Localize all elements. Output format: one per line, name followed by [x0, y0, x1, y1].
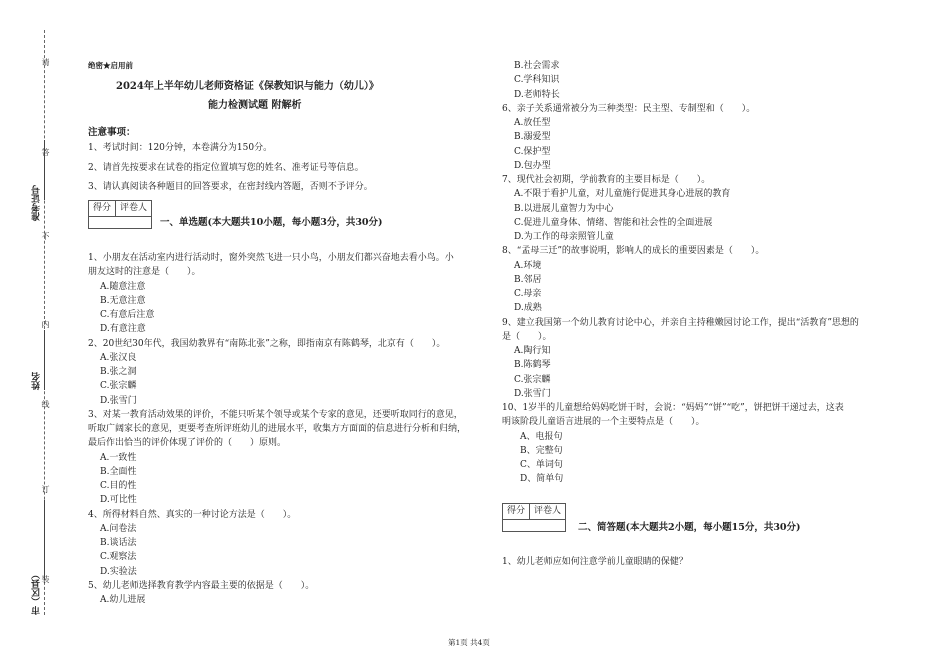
answer-option: C.母亲	[514, 289, 542, 299]
answer-option: D.为工作的母亲照管儿童	[514, 232, 614, 242]
score-input-area[interactable]	[88, 216, 152, 229]
answer-option: B.邻居	[514, 274, 542, 285]
name-line	[44, 330, 45, 390]
page-subtitle: 能力检测试题 附解析	[208, 100, 302, 111]
answer-option: A.不限于看护儿童，对儿童施行促进其身心进展的教育	[514, 189, 731, 200]
answer-option: A.陶行知	[514, 346, 551, 356]
question-text: 是（ ）。	[502, 331, 552, 342]
answer-option: D.可比性	[100, 495, 137, 506]
binding-mark: 不	[41, 232, 50, 240]
answer-option: A.环境	[514, 260, 542, 271]
answer-option: B.全面性	[100, 466, 137, 477]
answer-option: B.溺爱型	[514, 132, 551, 143]
secret-mark: 绝密★启用前	[88, 61, 133, 70]
question-text: 听取广阔家长的意见，更要考查所评班幼儿的进展水平，收集方方面面的信息进行分析和归纳，	[88, 424, 467, 434]
answer-option: D.张雪门	[100, 395, 137, 406]
answer-option: C.目的性	[100, 481, 137, 491]
question-text: 4、所得材料自然、真实的一种讨论方法是（ ）。	[88, 509, 297, 520]
binding-mark: 答	[41, 148, 50, 156]
notice-heading: 注意事项：	[88, 127, 136, 138]
question-text: 9、建立我国第一个幼儿教育讨论中心，并亲自主持稚嫩园讨论工作，提出“活教育”思想的	[502, 317, 859, 328]
essay-question-1: 1、幼儿老师应如何注意学前儿童眼睛的保健？	[502, 557, 688, 567]
answer-option: C.观察法	[100, 552, 137, 563]
grader-label: 评卷人	[115, 201, 151, 216]
score-box	[88, 200, 152, 217]
question-text: 7、现代社会初期，学前教育的主要目标是（ ）。	[502, 175, 711, 185]
binding-mark: 装	[41, 575, 50, 583]
answer-option: D.老师特长	[514, 89, 560, 100]
score-label: 得分	[93, 203, 112, 213]
page-footer: 第1页 共4页	[448, 638, 490, 647]
answer-option: D.包办型	[514, 160, 551, 171]
answer-option: A.随意注意	[100, 281, 146, 292]
notice-item: 3、请认真阅读各种题目的回答要求，在密封线内答题，否则不予评分。	[88, 182, 373, 192]
answer-option: C.有意后注意	[100, 310, 155, 320]
binding-mark: 订	[41, 485, 50, 493]
answer-option: B.以进展儿童智力为中心	[514, 203, 614, 214]
answer-option: D.张雪门	[514, 388, 551, 399]
binding-mark: 内	[41, 320, 50, 328]
answer-option: C、单词句	[520, 460, 563, 470]
answer-option: B.无意注意	[100, 295, 146, 306]
question-text: 5、幼儿老师选择教育教学内容最主要的依据是（ ）。	[88, 580, 315, 591]
question-text: 3、对某一教育活动效果的评价，不能只听某个领导或某个专家的意见，还要听取同行的意见，	[88, 409, 463, 420]
answer-option: D、简单句	[520, 474, 564, 485]
binding-mark: 请	[41, 58, 50, 66]
notice-item: 1、考试时间：120分钟，本卷满分为150分。	[88, 143, 273, 153]
question-text: 明该阶段儿童语言进展的一个主要特点是（ ）。	[502, 417, 705, 428]
page-title: 2024年上半年幼儿老师资格证《保教知识与能力（幼儿）》	[116, 81, 379, 92]
question-text: 10、1岁半的儿童想给妈妈吃饼干时，会说：“妈妈”“饼”“吃”，饼把饼干递过去，这表	[502, 403, 844, 413]
answer-option: C.促进儿童身体、情绪、智能和社会性的全面进展	[514, 217, 713, 228]
district-label: 市（区县）	[32, 570, 42, 615]
district-line	[44, 500, 45, 580]
question-text: 1、小朋友在活动室内进行活动时，窗外突然飞进一只小鸟，小朋友们都兴奋地去看小鸟。小	[88, 253, 454, 263]
answer-option: A.问卷法	[100, 523, 137, 534]
section2-title: 二、简答题(本大题共2小题，每小题15分，共30分)	[578, 522, 801, 533]
answer-option: B.陈鹤琴	[514, 360, 551, 371]
grader-label: 评卷人	[529, 504, 565, 519]
exam-number-label: 准考证号	[32, 185, 42, 221]
binding-mark: 线	[41, 400, 50, 408]
section1-title: 一、单选题(本大题共10小题，每小题3分，共30分)	[160, 217, 383, 228]
answer-option: D.成熟	[514, 303, 542, 314]
answer-option: B、完整句	[520, 445, 563, 456]
answer-option: A.放任型	[514, 118, 551, 128]
answer-option: D.实验法	[100, 566, 137, 577]
question-text: 8、“孟母三迁”的故事说明，影响人的成长的重要因素是（ ）。	[502, 246, 765, 257]
question-text: 朋友这时的注意是（ ）。	[88, 267, 201, 278]
question-text: 最后作出恰当的评价体现了评价的（ ）原则。	[88, 438, 287, 449]
score-input-area-2[interactable]	[502, 519, 566, 532]
question-text: 6、亲子关系通常被分为三种类型：民主型、专制型和（ ）。	[502, 103, 756, 114]
answer-option: C.保护型	[514, 146, 551, 157]
exam-number-line	[44, 140, 45, 200]
score-box-2	[502, 503, 566, 520]
answer-option: A.一致性	[100, 452, 137, 463]
name-label: 姓名	[32, 372, 42, 390]
answer-option: A、电报句	[520, 431, 563, 442]
answer-option: A.幼儿进展	[100, 595, 146, 605]
notice-item: 2、请首先按要求在试卷的指定位置填写您的姓名、准考证号等信息。	[88, 163, 364, 173]
answer-option: B.张之洞	[100, 367, 137, 377]
answer-option: B.社会需求	[514, 61, 560, 71]
answer-option: C.学科知识	[514, 75, 560, 86]
question-text: 2、20世纪30年代，我国幼教界有“南陈北张”之称，即指南京有陈鹤琴，北京有（ ）。	[88, 338, 446, 349]
answer-option: A.张汉良	[100, 352, 137, 363]
answer-option: C.张宗麟	[100, 381, 137, 392]
answer-option: C.张宗麟	[514, 374, 551, 385]
score-label: 得分	[507, 506, 526, 516]
answer-option: D.有意注意	[100, 324, 146, 335]
answer-option: B.谈话法	[100, 538, 137, 548]
